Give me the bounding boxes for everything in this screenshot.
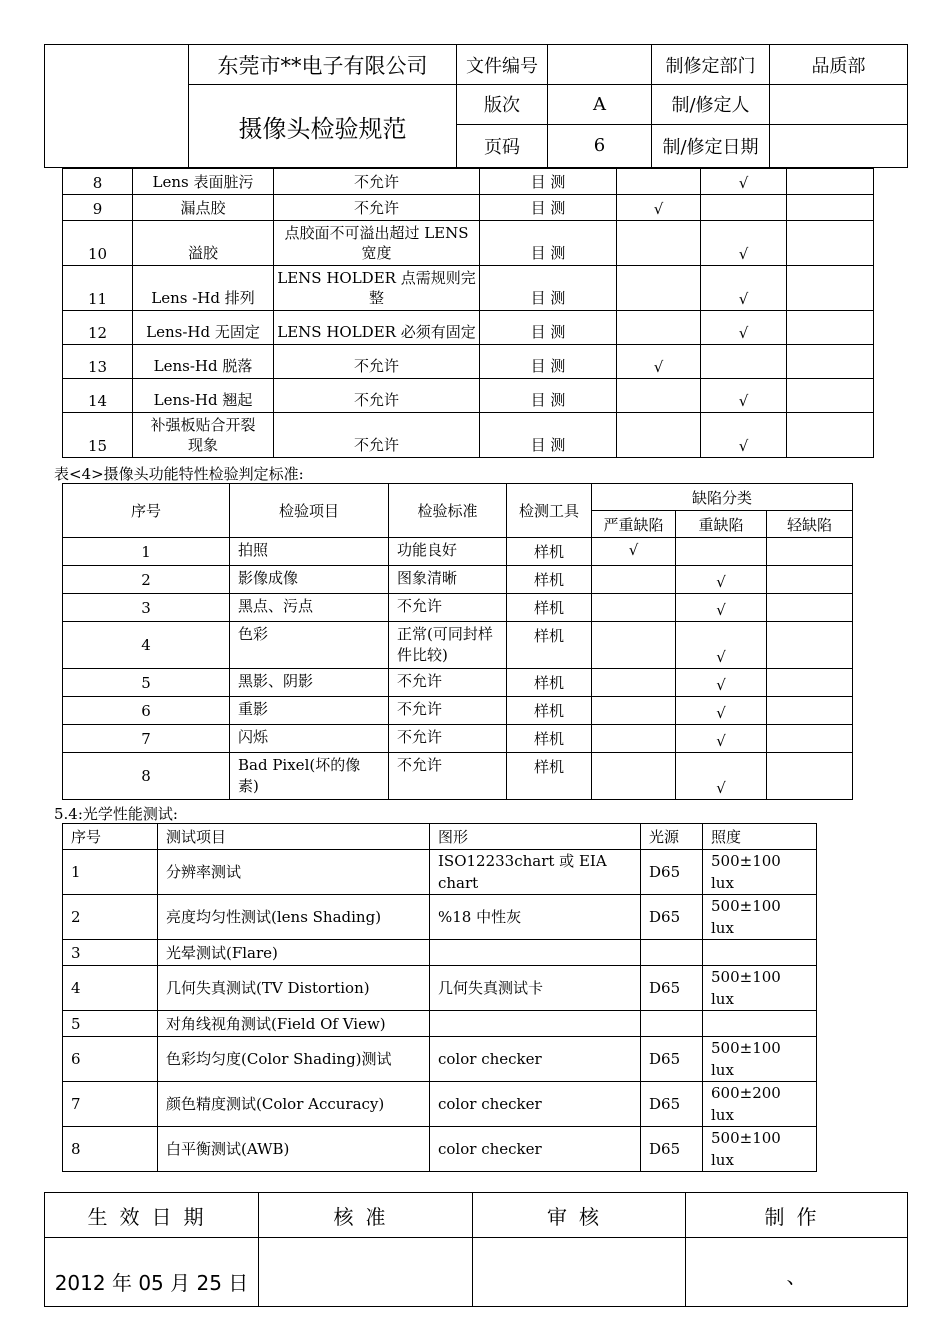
row-item-line: 溢胶 xyxy=(187,244,218,262)
row-major-mark: √ xyxy=(701,169,787,195)
optics-row-item: 对角线视角测试(Field Of View) xyxy=(158,1011,430,1037)
table-row xyxy=(63,195,874,221)
row-item xyxy=(133,195,274,221)
optics-row-number: 4 xyxy=(63,966,158,1011)
row-standard xyxy=(274,379,480,413)
row-minor-mark xyxy=(787,266,874,311)
t4-row-standard: 图象清晰 xyxy=(389,566,507,594)
reviser-value xyxy=(770,85,908,124)
row-item-line: Lens -Hd 排列 xyxy=(151,289,255,307)
optics-row-light: D65 xyxy=(641,850,703,895)
row-standard-line: 不允许 xyxy=(353,173,399,191)
dept-label: 制修定部门 xyxy=(652,45,770,85)
optics-row-item: 分辨率测试 xyxy=(158,850,430,895)
row-number: 15 xyxy=(63,413,133,458)
optics-row-item: 颜色精度测试(Color Accuracy) xyxy=(158,1082,430,1127)
row-standard-line: 不允许 xyxy=(353,391,399,409)
optics-row-number: 5 xyxy=(63,1011,158,1037)
t4-header-major: 重缺陷 xyxy=(676,511,767,538)
optics-row-lux: 600±200 lux xyxy=(703,1082,817,1127)
t4-row-major-mark: √ xyxy=(676,566,767,594)
t4-row-critical-mark xyxy=(592,622,676,669)
t4-header-tool: 检测工具 xyxy=(507,484,592,538)
optics-header-item: 测试项目 xyxy=(158,824,430,850)
row-standard-line: LENS HOLDER 必须有固定 xyxy=(277,323,476,341)
row-item-line: 补强板贴合开裂 xyxy=(150,416,256,434)
row-item xyxy=(133,311,274,345)
optics-row-figure: %18 中性灰 xyxy=(430,895,641,940)
row-item xyxy=(133,266,274,311)
row-standard-line: 不允许 xyxy=(353,436,399,454)
t4-row-major-mark: √ xyxy=(676,669,767,697)
row-item xyxy=(133,221,274,266)
t4-row-major-mark: √ xyxy=(676,594,767,622)
row-number: 12 xyxy=(63,311,133,345)
optics-row-lux: 500±100 lux xyxy=(703,895,817,940)
t4-row-tool: 样机 xyxy=(507,697,592,725)
t4-row-minor-mark xyxy=(767,697,853,725)
optics-row-number: 3 xyxy=(63,940,158,966)
table-row xyxy=(63,895,817,940)
version-label: 版次 xyxy=(457,85,548,124)
file-no-label: 文件编号 xyxy=(457,45,548,85)
t4-header-standard: 检验标准 xyxy=(389,484,507,538)
approve-label: 核准 xyxy=(259,1193,473,1238)
row-minor-mark xyxy=(787,169,874,195)
row-standard-line: LENS HOLDER 点需规则完 xyxy=(277,269,476,287)
t4-header-no: 序号 xyxy=(63,484,230,538)
t4-row-critical-mark: √ xyxy=(592,538,676,566)
optics-row-figure: color checker xyxy=(430,1082,641,1127)
table-row xyxy=(63,311,874,345)
t4-row-critical-mark xyxy=(592,669,676,697)
t4-row-number: 1 xyxy=(63,538,230,566)
table-row xyxy=(63,753,853,800)
page-label: 页码 xyxy=(457,124,548,167)
t4-row-tool: 样机 xyxy=(507,566,592,594)
t4-row-minor-mark xyxy=(767,669,853,697)
t4-row-number: 3 xyxy=(63,594,230,622)
t4-row-major-mark xyxy=(676,538,767,566)
t4-row-tool: 样机 xyxy=(507,622,592,669)
table-row xyxy=(63,345,874,379)
effective-date-label: 生效日期 xyxy=(45,1193,259,1238)
optics-row-lux: 500±100 lux xyxy=(703,966,817,1011)
row-item xyxy=(133,379,274,413)
row-standard xyxy=(274,345,480,379)
row-critical-mark xyxy=(617,169,701,195)
table-row xyxy=(63,566,853,594)
t4-row-number: 4 xyxy=(63,622,230,669)
row-minor-mark xyxy=(787,311,874,345)
table-row xyxy=(63,940,817,966)
optics-row-light xyxy=(641,940,703,966)
row-critical-mark xyxy=(617,221,701,266)
row-standard xyxy=(274,169,480,195)
table-row xyxy=(63,413,874,458)
optics-header-no: 序号 xyxy=(63,824,158,850)
row-standard xyxy=(274,195,480,221)
table4-caption: 表<4>摄像头功能特性检验判定标准: xyxy=(54,465,304,483)
t4-row-critical-mark xyxy=(592,594,676,622)
t4-row-minor-mark xyxy=(767,538,853,566)
t4-row-tool: 样机 xyxy=(507,538,592,566)
t4-row-standard: 不允许 xyxy=(389,725,507,753)
optics-row-lux: 500±100 lux xyxy=(703,850,817,895)
row-standard-line: 不允许 xyxy=(353,199,399,217)
t4-row-critical-mark xyxy=(592,753,676,800)
t4-row-major-mark: √ xyxy=(676,753,767,800)
reviser-label: 制/修定人 xyxy=(652,85,770,124)
t4-row-tool: 样机 xyxy=(507,594,592,622)
row-item-line: Lens-Hd 翘起 xyxy=(153,391,253,409)
optics-row-lux: 500±100 lux xyxy=(703,1127,817,1172)
row-item-line: Lens 表面脏污 xyxy=(152,173,254,191)
optics-row-item: 几何失真测试(TV Distortion) xyxy=(158,966,430,1011)
optics-row-number: 7 xyxy=(63,1082,158,1127)
table-row xyxy=(63,266,874,311)
optics-row-item: 亮度均匀性测试(lens Shading) xyxy=(158,895,430,940)
logo-cell xyxy=(45,45,189,168)
t4-row-critical-mark xyxy=(592,725,676,753)
row-critical-mark: √ xyxy=(617,195,701,221)
dept-value: 品质部 xyxy=(770,45,908,85)
optics-row-item: 色彩均匀度(Color Shading)测试 xyxy=(158,1037,430,1082)
optics-header-light: 光源 xyxy=(641,824,703,850)
row-standard xyxy=(274,221,480,266)
make-value: 、 xyxy=(686,1238,908,1307)
optics-row-figure: color checker xyxy=(430,1127,641,1172)
row-tool: 目 测 xyxy=(480,345,617,379)
t4-row-item: 黑点、污点 xyxy=(230,594,389,622)
table-row xyxy=(63,221,874,266)
optics-row-number: 8 xyxy=(63,1127,158,1172)
optics-row-light xyxy=(641,1011,703,1037)
t4-row-minor-mark xyxy=(767,622,853,669)
t4-row-minor-mark xyxy=(767,725,853,753)
t4-row-critical-mark xyxy=(592,566,676,594)
row-item xyxy=(133,413,274,458)
row-critical-mark: √ xyxy=(617,345,701,379)
approval-footer xyxy=(44,1192,908,1307)
page-value: 6 xyxy=(548,124,652,167)
t4-row-item: Bad Pixel(坏的像素) xyxy=(230,753,389,800)
row-critical-mark xyxy=(617,413,701,458)
optics-row-light: D65 xyxy=(641,1037,703,1082)
version-value: A xyxy=(548,85,652,124)
t4-row-number: 8 xyxy=(63,753,230,800)
row-critical-mark xyxy=(617,379,701,413)
row-number: 14 xyxy=(63,379,133,413)
document-header xyxy=(44,44,908,168)
t4-header-critical: 严重缺陷 xyxy=(592,511,676,538)
t4-row-standard: 正常(可同封样件比较) xyxy=(389,622,507,669)
row-tool: 目 测 xyxy=(480,311,617,345)
make-label: 制作 xyxy=(686,1193,908,1238)
optics-header-lux: 照度 xyxy=(703,824,817,850)
row-major-mark xyxy=(701,195,787,221)
table-row xyxy=(63,538,853,566)
optics-row-figure: ISO12233chart 或 EIA chart xyxy=(430,850,641,895)
optics-row-number: 1 xyxy=(63,850,158,895)
row-number: 9 xyxy=(63,195,133,221)
table-row xyxy=(63,622,853,669)
row-major-mark: √ xyxy=(701,413,787,458)
table-row xyxy=(63,725,853,753)
optics-row-figure: 几何失真测试卡 xyxy=(430,966,641,1011)
t4-row-item: 闪烁 xyxy=(230,725,389,753)
t4-header-item: 检验项目 xyxy=(230,484,389,538)
row-minor-mark xyxy=(787,379,874,413)
row-standard-line: 整 xyxy=(368,289,384,307)
file-no-value xyxy=(548,45,652,85)
optics-row-item: 白平衡测试(AWB) xyxy=(158,1127,430,1172)
t4-row-item: 重影 xyxy=(230,697,389,725)
t4-row-major-mark: √ xyxy=(676,697,767,725)
t4-header-defect-class: 缺陷分类 xyxy=(592,484,853,511)
table-row xyxy=(63,697,853,725)
t4-row-minor-mark xyxy=(767,566,853,594)
row-critical-mark xyxy=(617,266,701,311)
row-tool: 目 测 xyxy=(480,266,617,311)
optics-row-lux xyxy=(703,940,817,966)
row-tool: 目 测 xyxy=(480,413,617,458)
t4-row-item: 拍照 xyxy=(230,538,389,566)
company-name: 东莞市**电子有限公司 xyxy=(189,45,457,85)
t4-row-minor-mark xyxy=(767,594,853,622)
t4-row-standard: 不允许 xyxy=(389,594,507,622)
table-row xyxy=(63,966,817,1011)
row-item-line: Lens-Hd 脱落 xyxy=(153,357,253,375)
t4-row-standard: 不允许 xyxy=(389,697,507,725)
table-row xyxy=(63,379,874,413)
row-number: 13 xyxy=(63,345,133,379)
row-major-mark: √ xyxy=(701,379,787,413)
row-tool: 目 测 xyxy=(480,195,617,221)
row-major-mark: √ xyxy=(701,221,787,266)
row-standard xyxy=(274,266,480,311)
row-tool: 目 测 xyxy=(480,221,617,266)
optics-caption: 5.4:光学性能测试: xyxy=(54,805,178,823)
row-minor-mark xyxy=(787,413,874,458)
optics-row-number: 6 xyxy=(63,1037,158,1082)
inspection-table-continued xyxy=(62,168,874,458)
row-minor-mark xyxy=(787,195,874,221)
row-major-mark: √ xyxy=(701,311,787,345)
optics-row-figure: color checker xyxy=(430,1037,641,1082)
row-critical-mark xyxy=(617,311,701,345)
row-standard xyxy=(274,413,480,458)
t4-row-major-mark: √ xyxy=(676,622,767,669)
optics-row-light: D65 xyxy=(641,1127,703,1172)
optics-header-figure: 图形 xyxy=(430,824,641,850)
row-standard-line: 点胶面不可溢出超过 LENS xyxy=(284,224,469,242)
table-row xyxy=(63,1037,817,1082)
optics-row-figure xyxy=(430,1011,641,1037)
t4-header-minor: 轻缺陷 xyxy=(767,511,853,538)
row-tool: 目 测 xyxy=(480,169,617,195)
row-standard-line: 宽度 xyxy=(361,244,392,262)
table-row xyxy=(63,850,817,895)
row-major-mark xyxy=(701,345,787,379)
document-title: 摄像头检验规范 xyxy=(189,85,457,168)
table-row xyxy=(63,594,853,622)
t4-row-item: 黑影、阴影 xyxy=(230,669,389,697)
row-number: 10 xyxy=(63,221,133,266)
effective-date-value: 2012 年 05 月 25 日 xyxy=(45,1238,259,1307)
optics-row-number: 2 xyxy=(63,895,158,940)
optics-row-figure xyxy=(430,940,641,966)
row-minor-mark xyxy=(787,221,874,266)
optics-row-lux xyxy=(703,1011,817,1037)
review-value xyxy=(473,1238,686,1307)
t4-row-standard: 不允许 xyxy=(389,753,507,800)
row-tool: 目 测 xyxy=(480,379,617,413)
table-row xyxy=(63,669,853,697)
t4-row-item: 影像成像 xyxy=(230,566,389,594)
row-minor-mark xyxy=(787,345,874,379)
row-standard-line: 不允许 xyxy=(353,357,399,375)
row-item-line: 漏点胶 xyxy=(180,199,226,217)
t4-row-number: 6 xyxy=(63,697,230,725)
optics-row-item: 光晕测试(Flare) xyxy=(158,940,430,966)
date-label: 制/修定日期 xyxy=(652,124,770,167)
row-standard xyxy=(274,311,480,345)
table-row xyxy=(63,1127,817,1172)
optics-row-light: D65 xyxy=(641,966,703,1011)
row-item xyxy=(133,345,274,379)
t4-row-major-mark: √ xyxy=(676,725,767,753)
row-item-line: Lens-Hd 无固定 xyxy=(146,323,260,341)
function-inspection-table xyxy=(62,483,853,800)
t4-row-standard: 不允许 xyxy=(389,669,507,697)
t4-row-tool: 样机 xyxy=(507,669,592,697)
t4-row-number: 7 xyxy=(63,725,230,753)
row-item-line: 现象 xyxy=(187,436,218,454)
t4-row-standard: 功能良好 xyxy=(389,538,507,566)
date-value xyxy=(770,124,908,167)
t4-row-number: 5 xyxy=(63,669,230,697)
t4-row-tool: 样机 xyxy=(507,725,592,753)
row-number: 11 xyxy=(63,266,133,311)
row-item xyxy=(133,169,274,195)
table-row xyxy=(63,1082,817,1127)
optics-row-lux: 500±100 lux xyxy=(703,1037,817,1082)
t4-row-minor-mark xyxy=(767,753,853,800)
optics-row-light: D65 xyxy=(641,1082,703,1127)
optical-test-table xyxy=(62,823,817,1172)
review-label: 审核 xyxy=(473,1193,686,1238)
row-major-mark: √ xyxy=(701,266,787,311)
t4-row-number: 2 xyxy=(63,566,230,594)
table-row xyxy=(63,1011,817,1037)
optics-row-light: D65 xyxy=(641,895,703,940)
row-number: 8 xyxy=(63,169,133,195)
table-row xyxy=(63,169,874,195)
t4-row-item: 色彩 xyxy=(230,622,389,669)
t4-row-critical-mark xyxy=(592,697,676,725)
approve-value xyxy=(259,1238,473,1307)
t4-row-tool: 样机 xyxy=(507,753,592,800)
